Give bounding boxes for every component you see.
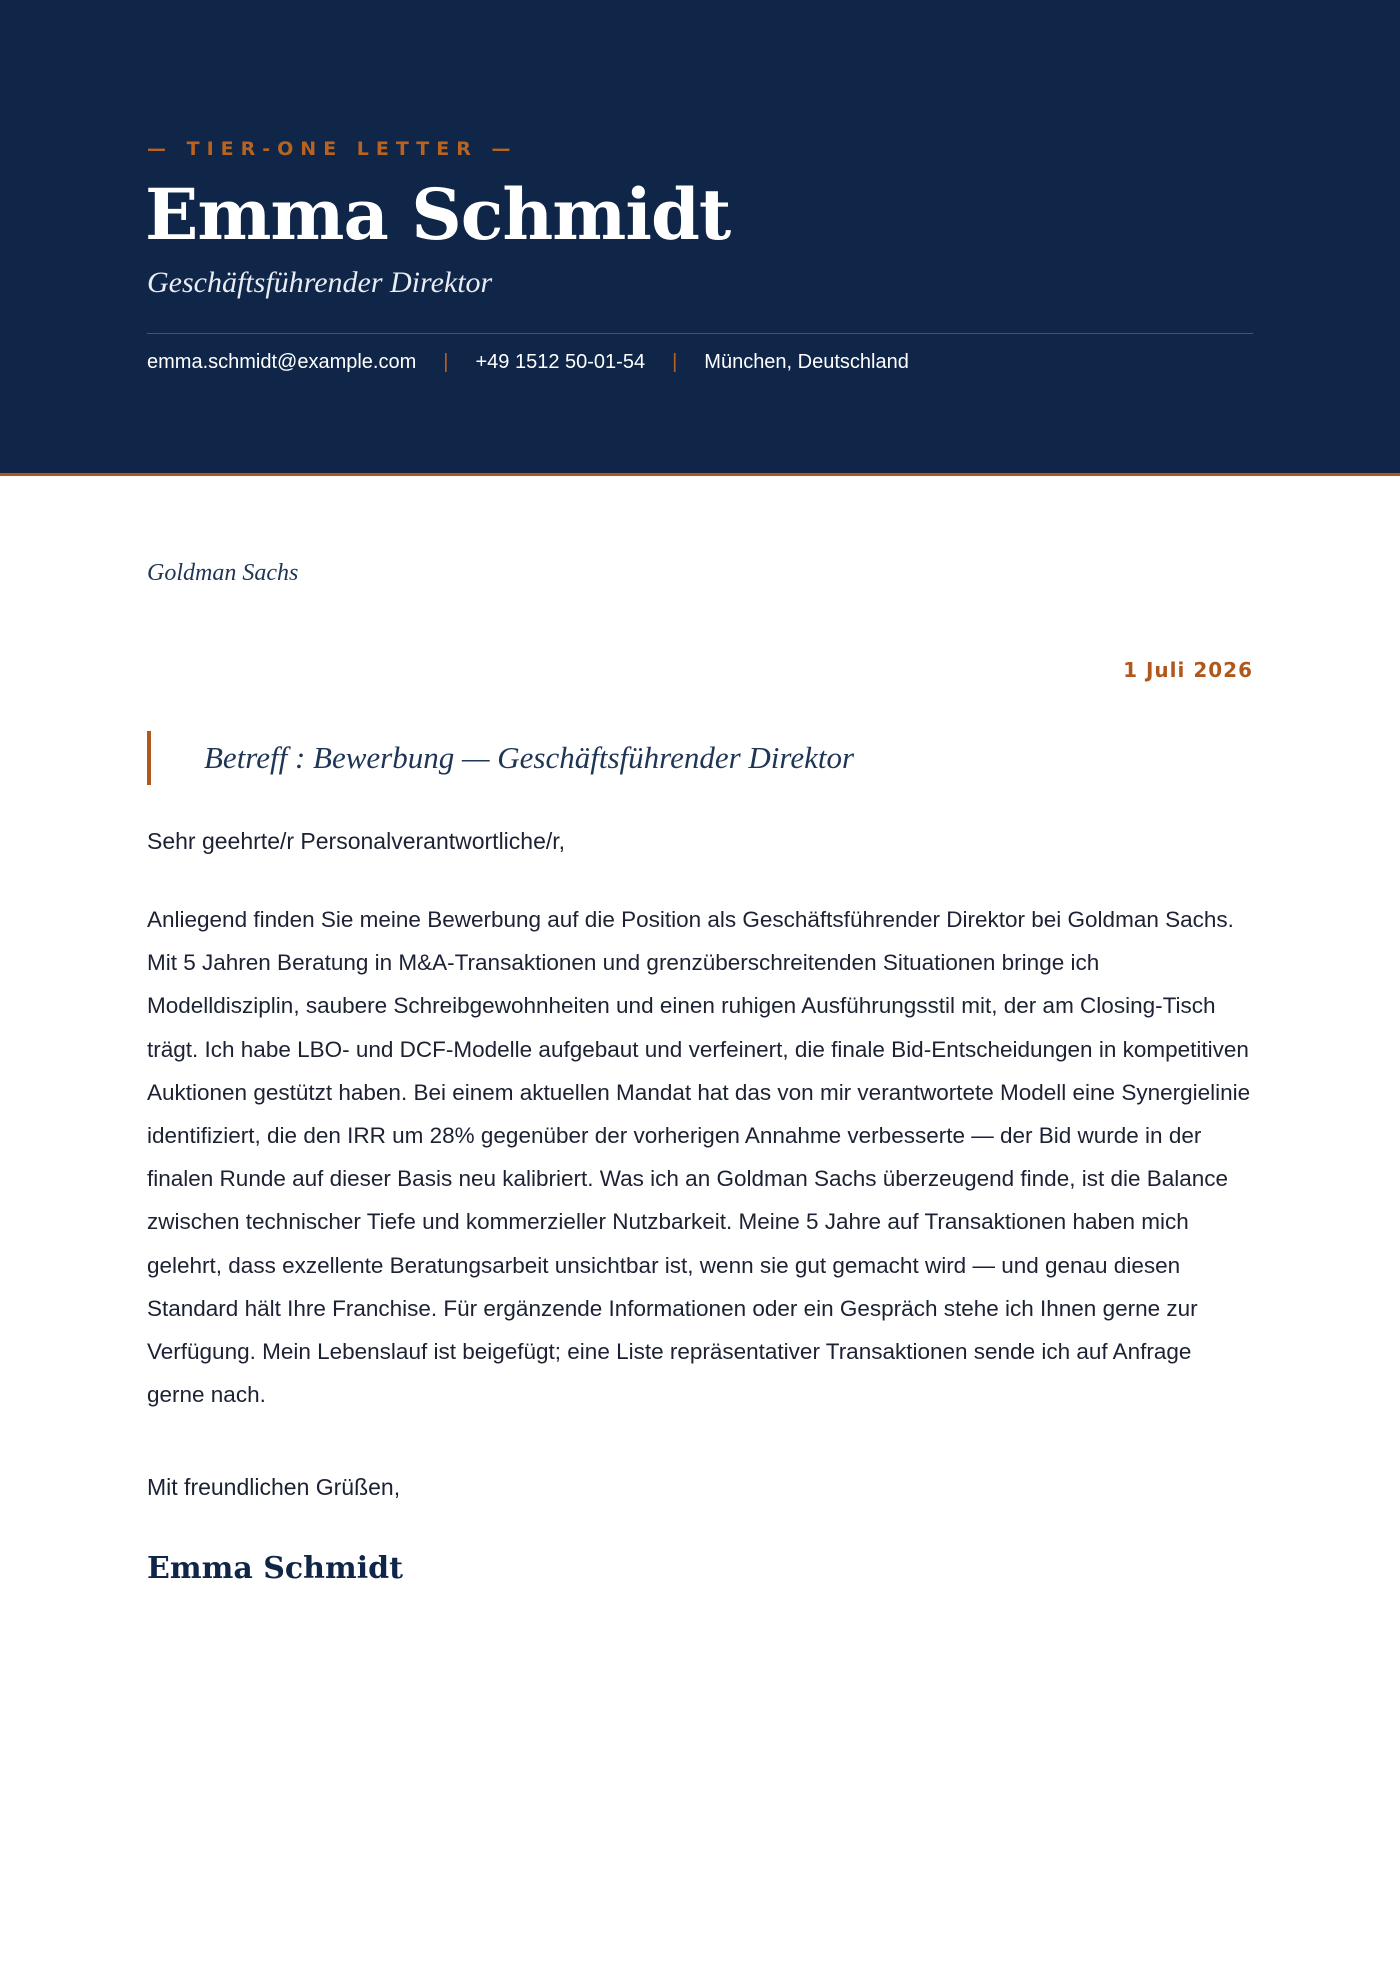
contact-separator: | [672,351,678,373]
salutation: Sehr geehrte/r Personalverantwortliche/r, [147,828,566,854]
sender-name: Emma Schmidt [145,173,731,256]
contact-email[interactable]: emma.schmidt@example.com [147,351,417,373]
contact-location: München, Deutschland [704,351,909,373]
letter-body: Anliegend finden Sie meine Bewerbung auf die Position als Geschäftsführender Direktor bei Goldman Sachs. Mit 5 Jahren Beratung in M&A-Transaktionen und grenzüberschreitenden Situationen bringe ich Modelldisziplin, saubere Schreibgewohnheiten und einen ruhigen Ausführungsstil mit, der am Closing-Tisch trägt. Ich habe LBO- und DCF-Modelle aufgebaut und verfeinert, die finale Bid-Entscheidungen in kompetitiven Auktionen gestützt haben. Bei einem aktuellen Mandat hat das von mir verantwortete Modell eine Synergielinie identifiziert, die den IRR um 28% gegenüber der vorherigen Annahme verbesserte — der Bid wurde in der finalen Runde auf dieser Basis neu kalibriert. Was ich an Goldman Sachs überzeugend finde, ist die Balance zwischen technischer Tiefe und kommerzieller Nutzbarkeit. Meine 5 Jahre auf Transaktionen haben mich gelehrt, dass exzellente Beratungsarbeit unsichtbar ist, wenn sie gut gemacht wird — und genau diesen Standard hält Ihre Franchise. Für ergänzende Informationen oder ein Gespräch stehe ich Ihnen gerne zur Verfügung. Mein Lebenslauf ist beigefügt; eine Liste repräsentativer Transaktionen sende ich auf Anfrage gerne nach. [147,907,1251,1408]
signature-name: Emma Schmidt [147,1551,403,1586]
subject-text: Betreff : Bewerbung — Geschäftsführender Direktor [204,740,855,775]
header-divider [147,333,1253,334]
subject-line [147,731,854,785]
contact-phone[interactable]: +49 1512 50-01-54 [475,351,646,373]
letter-eyebrow: — TIER-ONE LETTER — [147,138,518,160]
contact-line [147,351,909,374]
recipient-company: Goldman Sachs [147,560,299,586]
closing: Mit freundlichen Grüßen, [147,1474,401,1500]
contact-separator: | [443,351,449,373]
letter-header [0,0,1400,476]
letter-date: 1 Juli 2026 [1123,658,1253,682]
sender-role: Geschäftsführender Direktor [147,266,493,299]
